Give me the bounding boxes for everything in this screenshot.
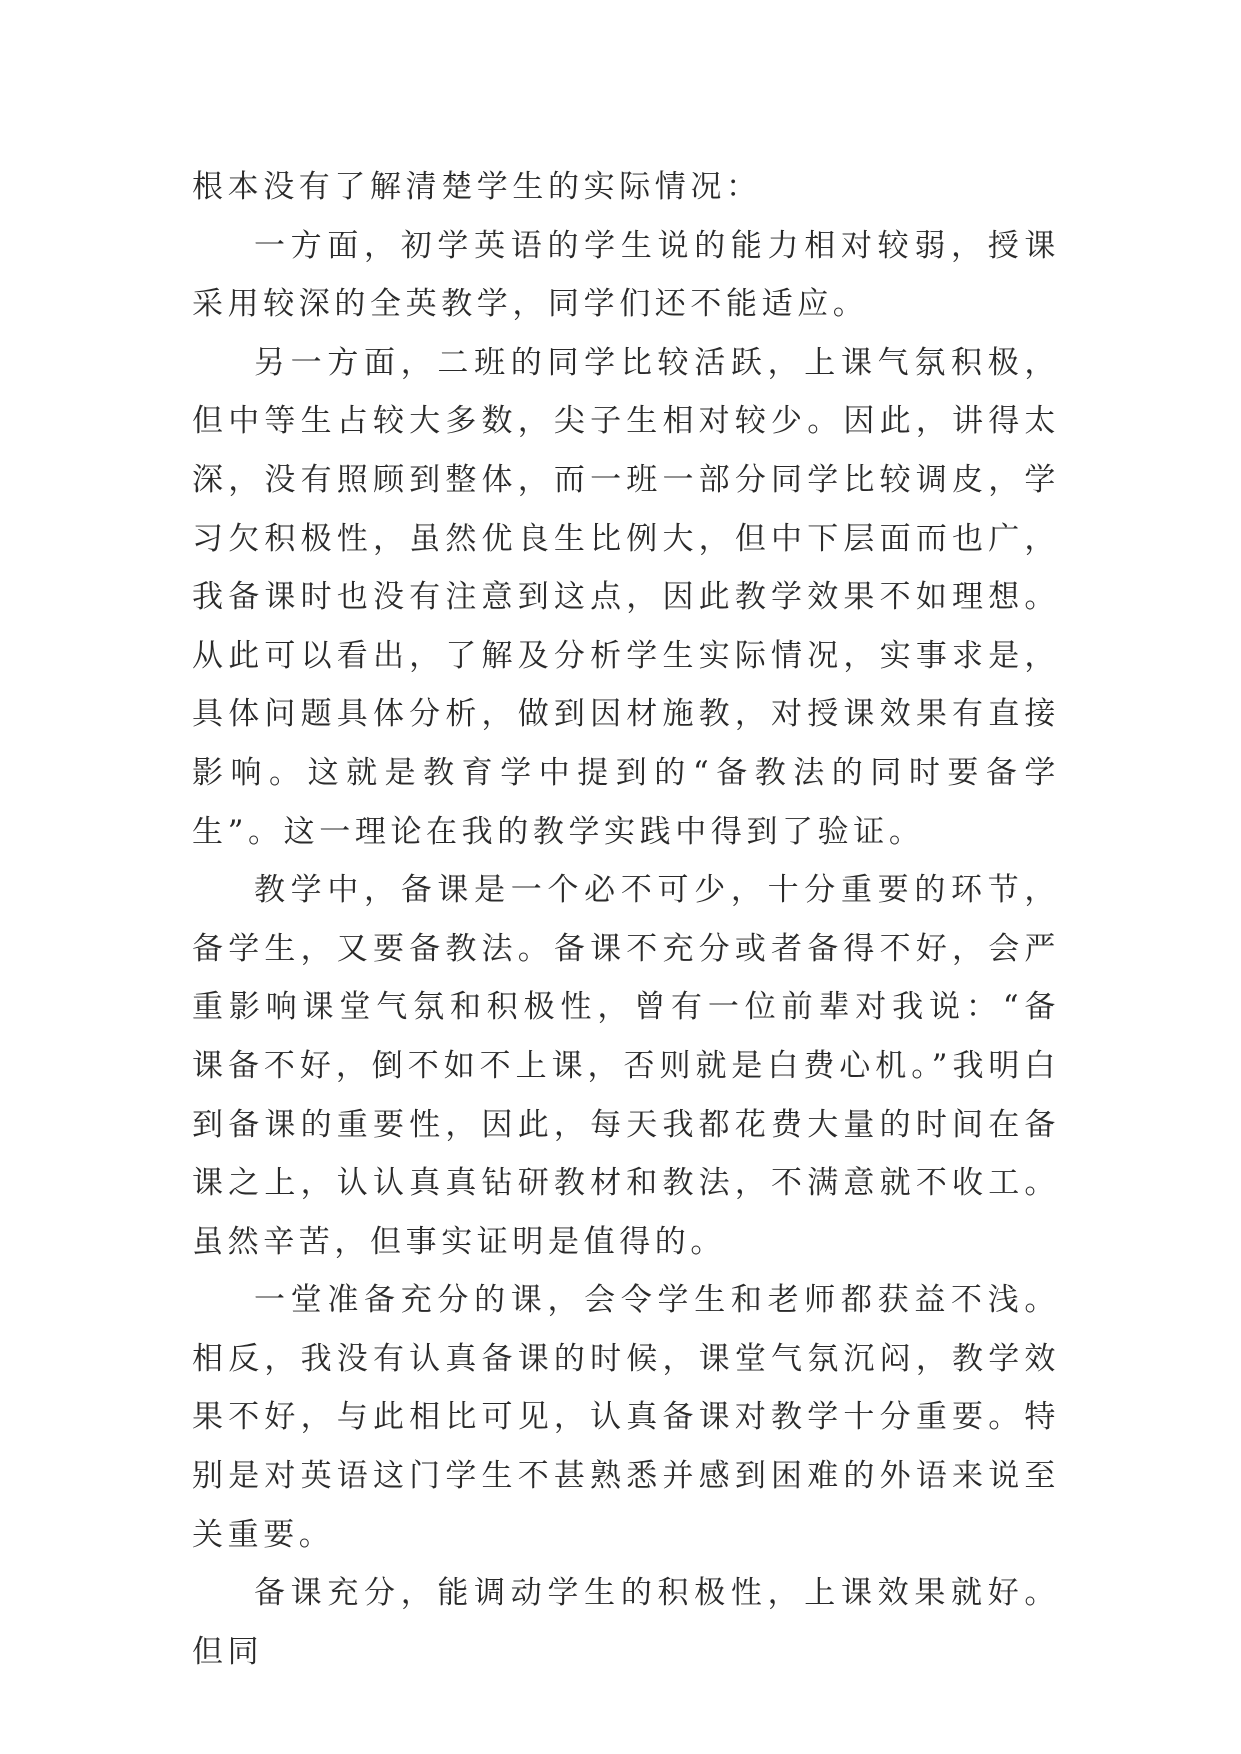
paragraph-prepared-lesson: 一堂准备充分的课，会令学生和老师都获益不浅。相反，我没有认真备课的时候，课堂气氛沉闷，教学效果不好，与此相比可见，认真备课对教学十分重要。特别是对英语这门学生不甚熟悉并感到困难的外语来说至关重要。 <box>192 1282 1060 1553</box>
paragraph-continuation: 根本没有了解清楚学生的实际情况： <box>192 169 762 205</box>
paragraph-lesson-preparation: 教学中，备课是一个必不可少，十分重要的环节，备学生，又要备教法。备课不充分或者备得不好，会严重影响课堂气氛和积极性，曾有一位前辈对我说：“备课备不好，倒不如不上课，否则就是白费心机。”我明白到备课的重要性，因此，每天我都花费大量的时间在备课之上，认认真真钻研教材和教法，不满意就不收工。虽然辛苦，但事实证明是值得的。 <box>192 872 1060 1260</box>
paragraph-class-differences: 另一方面，二班的同学比较活跃，上课气氛积极，但中等生占较大多数，尖子生相对较少。因此，讲得太深，没有照顾到整体，而一班一部分同学比较调皮，学习欠积极性，虽然优良生比例大，但中下层面而也广，我备课时也没有注意到这点，因此教学效果不如理想。从此可以看出，了解及分析学生实际情况，实事求是，具体问题具体分析，做到因材施教，对授课效果有直接影响。这就是教育学中提到的“备教法的同时要备学生”。这一理论在我的教学实践中得到了验证。 <box>192 344 1060 850</box>
document-body <box>192 158 1060 1681</box>
paragraph-oral-ability: 一方面，初学英语的学生说的能力相对较弱，授课采用较深的全英教学，同学们还不能适应。 <box>192 227 1060 323</box>
paragraph-motivation: 备课充分，能调动学生的积极性，上课效果就好。但同 <box>192 1575 1060 1670</box>
